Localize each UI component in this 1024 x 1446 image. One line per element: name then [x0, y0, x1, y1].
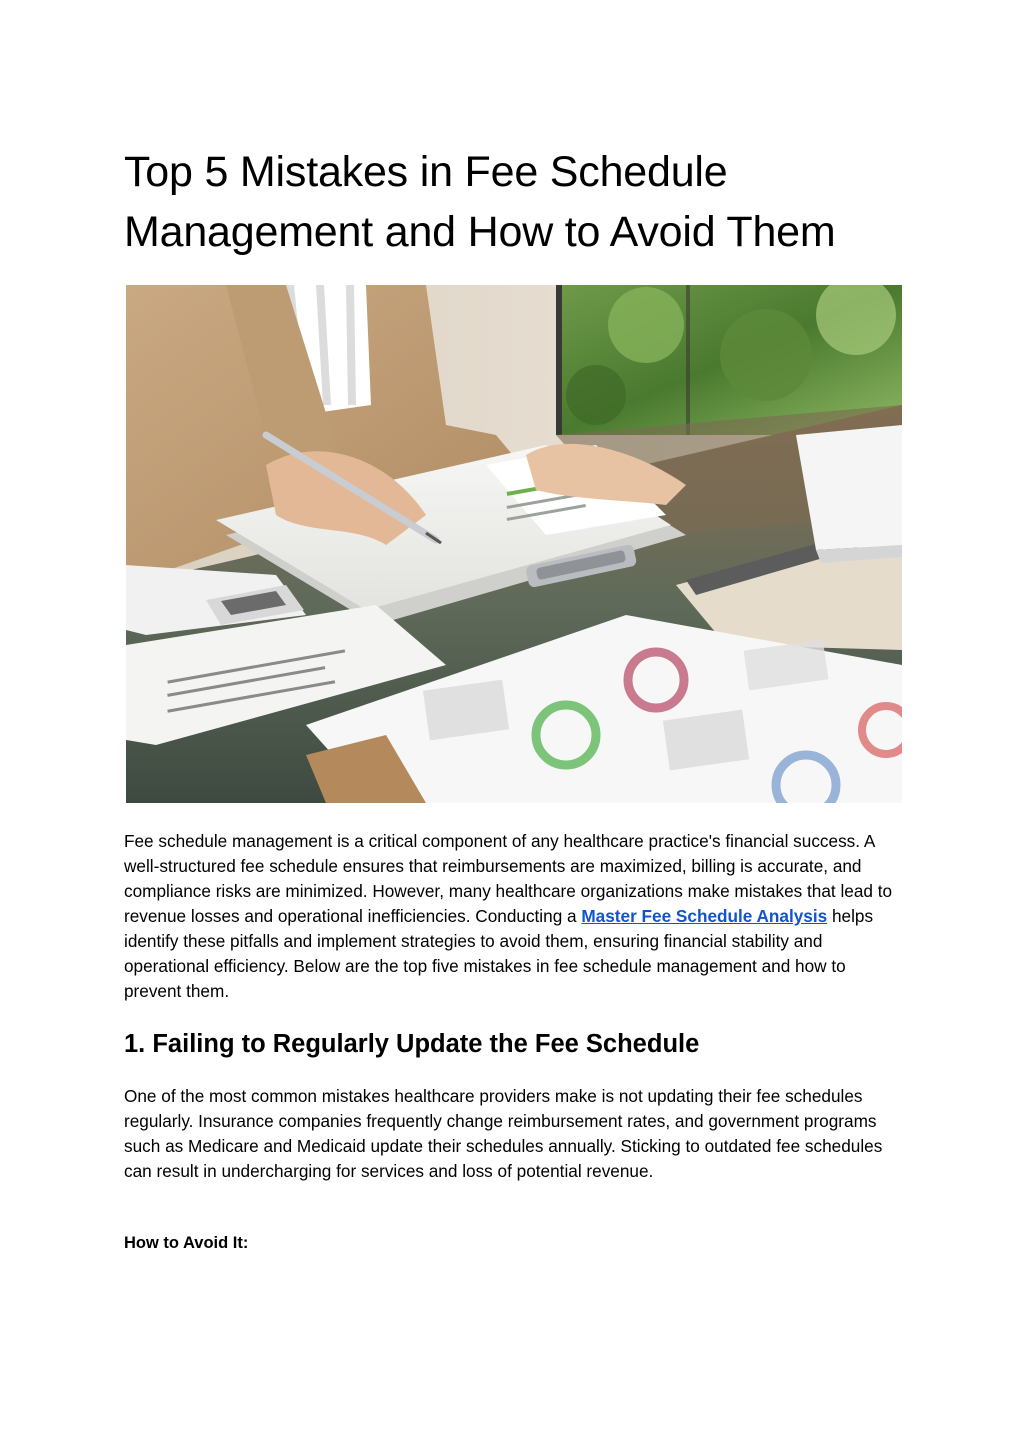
document-title: Top 5 Mistakes in Fee Schedule Management and How to Avoid Them — [124, 148, 836, 256]
intro-text-before-link: Fee schedule management is a critical component of any healthcare practice's financial success. A well-structured fee schedule ensures that reimbursements are maximized, billing is accurate, and compliance risks are minimized. However, many healthcare organizations make mistakes that lead to revenue losses and operational inefficiencies. Conducting a — [124, 831, 893, 926]
hero-image — [126, 285, 902, 803]
section-1-body: One of the most common mistakes healthcare providers make is not updating their fee schedules regularly. Insurance companies frequently change reimbursement rates, and government programs such as Medicare and Medicaid update their schedules annually. Sticking to outdated fee schedules can result in undercharging for services and loss of potential revenue. — [124, 1086, 883, 1181]
intro-text-after-link: helps identify these pitfalls and implement strategies to avoid them, ensuring financial stability and operational efficiency. Below are the top five mistakes in fee schedule management and how to prevent them. — [124, 906, 874, 1001]
intro-paragraph — [124, 829, 904, 1004]
section-1-heading: 1. Failing to Regularly Update the Fee Schedule — [124, 1030, 700, 1058]
master-fee-schedule-analysis-link[interactable]: Master Fee Schedule Analysis — [581, 906, 828, 926]
how-to-avoid-heading: How to Avoid It: — [124, 1234, 249, 1252]
